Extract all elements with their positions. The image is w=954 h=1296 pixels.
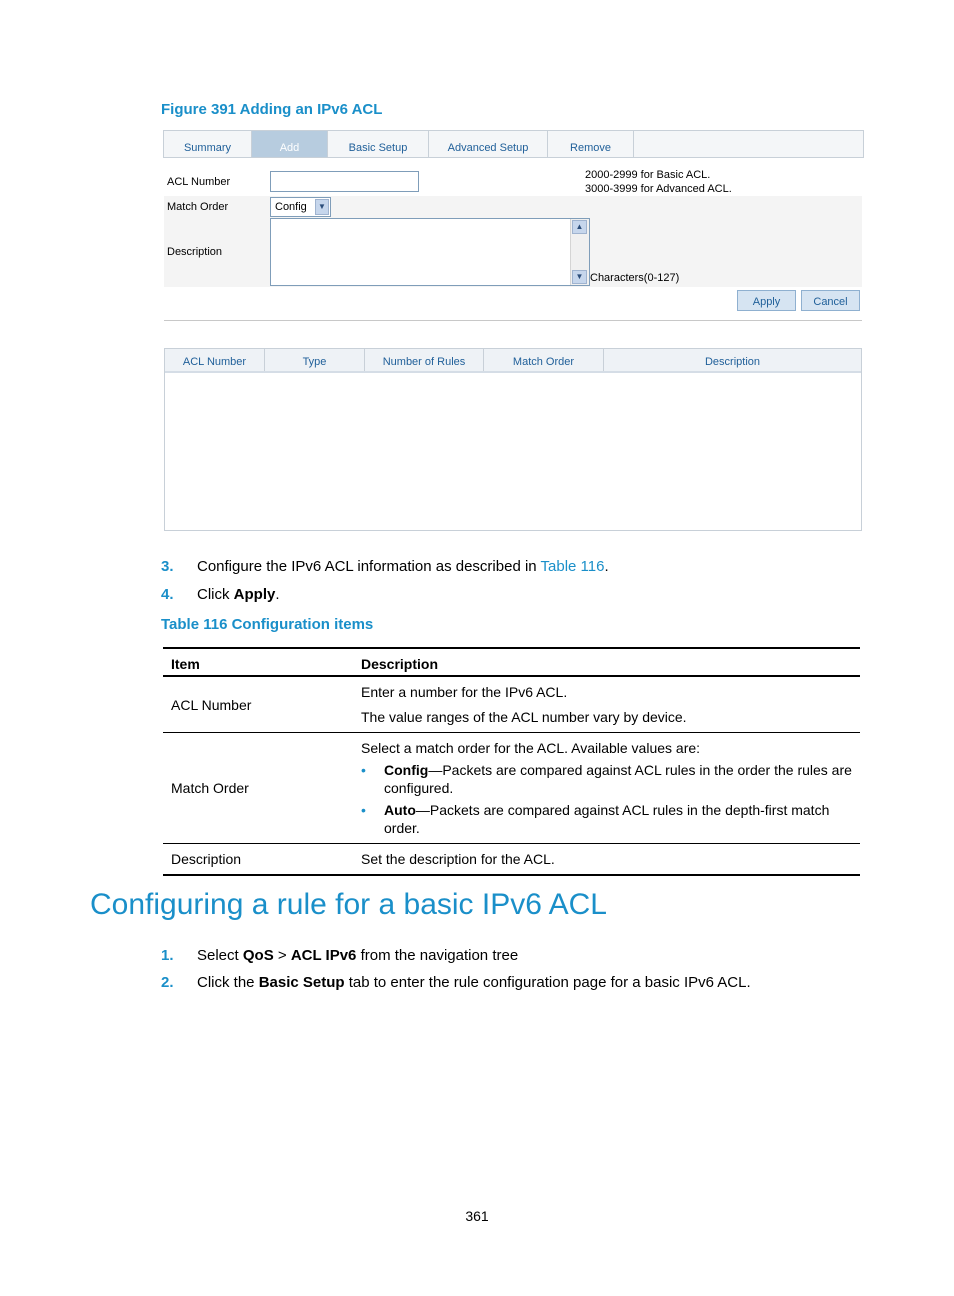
step-number: 2. — [161, 974, 174, 991]
step-text-end: . — [275, 586, 280, 603]
match-order-select[interactable] — [270, 197, 331, 217]
table-header-description: Description — [353, 648, 860, 676]
desc-line: Set the description for the ACL. — [361, 851, 555, 867]
apply-button[interactable]: Apply — [737, 290, 796, 311]
table-row — [163, 733, 860, 844]
grid-header-acl-number[interactable]: ACL Number — [165, 349, 265, 371]
table-cell-description — [353, 844, 860, 876]
step-bold: QoS — [242, 947, 274, 964]
desc-line: Select a match order for the ACL. Available values are: — [361, 740, 701, 756]
acl-number-input[interactable] — [270, 171, 419, 192]
step-text: Select — [197, 947, 243, 964]
chevron-down-icon[interactable]: ▼ — [315, 199, 329, 215]
grid-header-type[interactable]: Type — [265, 349, 365, 371]
section-step-1 — [161, 947, 518, 964]
table-row — [163, 676, 860, 733]
step-bold: Basic Setup — [258, 974, 345, 991]
acl-number-hint — [585, 168, 732, 196]
scroll-up-icon[interactable]: ▲ — [572, 220, 587, 234]
config-items-table — [163, 647, 860, 876]
step-text: Click — [197, 586, 234, 603]
grid-header-number-of-rules[interactable]: Number of Rules — [365, 349, 484, 371]
bullet-text: —Packets are compared against ACL rules in the depth-first match order. — [384, 802, 830, 836]
step-text: from the navigation tree — [356, 947, 519, 964]
step-text-end: . — [604, 558, 609, 575]
textarea-scrollbar[interactable] — [570, 219, 589, 285]
description-textarea[interactable] — [270, 218, 590, 286]
step-3 — [161, 558, 609, 575]
divider — [164, 320, 862, 321]
step-text: tab to enter the rule configuration page for a basic IPv6 ACL. — [344, 974, 751, 991]
description-hint: Characters(0-127) — [590, 272, 680, 284]
step-bold: Apply — [233, 586, 276, 603]
step-text: Configure the IPv6 ACL information as described in — [197, 558, 541, 575]
acl-hint-basic: 2000-2999 for Basic ACL. — [585, 169, 711, 181]
table-116-link[interactable]: Table 116 — [540, 558, 605, 575]
grid-header-row — [165, 349, 861, 373]
tab-advanced-setup[interactable]: Advanced Setup — [429, 131, 548, 157]
tab-summary[interactable]: Summary — [164, 131, 252, 157]
grid-header-match-order[interactable]: Match Order — [484, 349, 604, 371]
tab-basic-setup[interactable]: Basic Setup — [328, 131, 429, 157]
table-header-item: Item — [163, 648, 353, 676]
table-cell-item: Match Order — [163, 733, 353, 844]
table-cell-description — [353, 676, 860, 733]
grid-header-description[interactable]: Description — [704, 356, 761, 368]
bullet-bold: Config — [384, 762, 429, 778]
tab-remove[interactable]: Remove — [548, 131, 634, 157]
bullet-item — [361, 761, 852, 797]
tab-add[interactable]: Add — [252, 131, 328, 157]
bullet-bold: Auto — [384, 802, 416, 818]
bullet-text: —Packets are compared against ACL rules in the order the rules are configured. — [384, 762, 852, 796]
page-number: 361 — [465, 1208, 489, 1224]
tab-bar — [163, 130, 864, 158]
desc-line: Enter a number for the IPv6 ACL. — [361, 684, 568, 700]
bullet-item — [361, 801, 852, 837]
table-header-row — [163, 648, 860, 676]
table-caption: Table 116 Configuration items — [161, 616, 374, 633]
table-cell-item: ACL Number — [163, 676, 353, 733]
step-4 — [161, 586, 280, 603]
acl-number-label: ACL Number — [167, 176, 231, 188]
scroll-down-icon[interactable]: ▼ — [572, 270, 587, 284]
step-bold: ACL IPv6 — [290, 947, 357, 964]
section-title: Configuring a rule for a basic IPv6 ACL — [90, 888, 607, 921]
step-number: 1. — [161, 947, 174, 964]
acl-list-grid — [164, 348, 862, 531]
table-row — [163, 844, 860, 876]
desc-line: The value ranges of the ACL number vary by device. — [361, 709, 687, 725]
match-order-label: Match Order — [167, 201, 229, 213]
step-number: 3. — [161, 558, 174, 575]
section-step-2 — [161, 974, 751, 991]
step-text: > — [273, 947, 291, 964]
step-text: Click the — [197, 974, 259, 991]
description-label: Description — [167, 246, 223, 258]
acl-hint-advanced: 3000-3999 for Advanced ACL. — [585, 183, 732, 195]
table-cell-item: Description — [163, 844, 353, 876]
cancel-button[interactable]: Cancel — [801, 290, 860, 311]
match-order-value: Config — [275, 201, 307, 213]
table-cell-description — [353, 733, 860, 844]
step-number: 4. — [161, 586, 174, 603]
figure-caption: Figure 391 Adding an IPv6 ACL — [161, 101, 383, 118]
